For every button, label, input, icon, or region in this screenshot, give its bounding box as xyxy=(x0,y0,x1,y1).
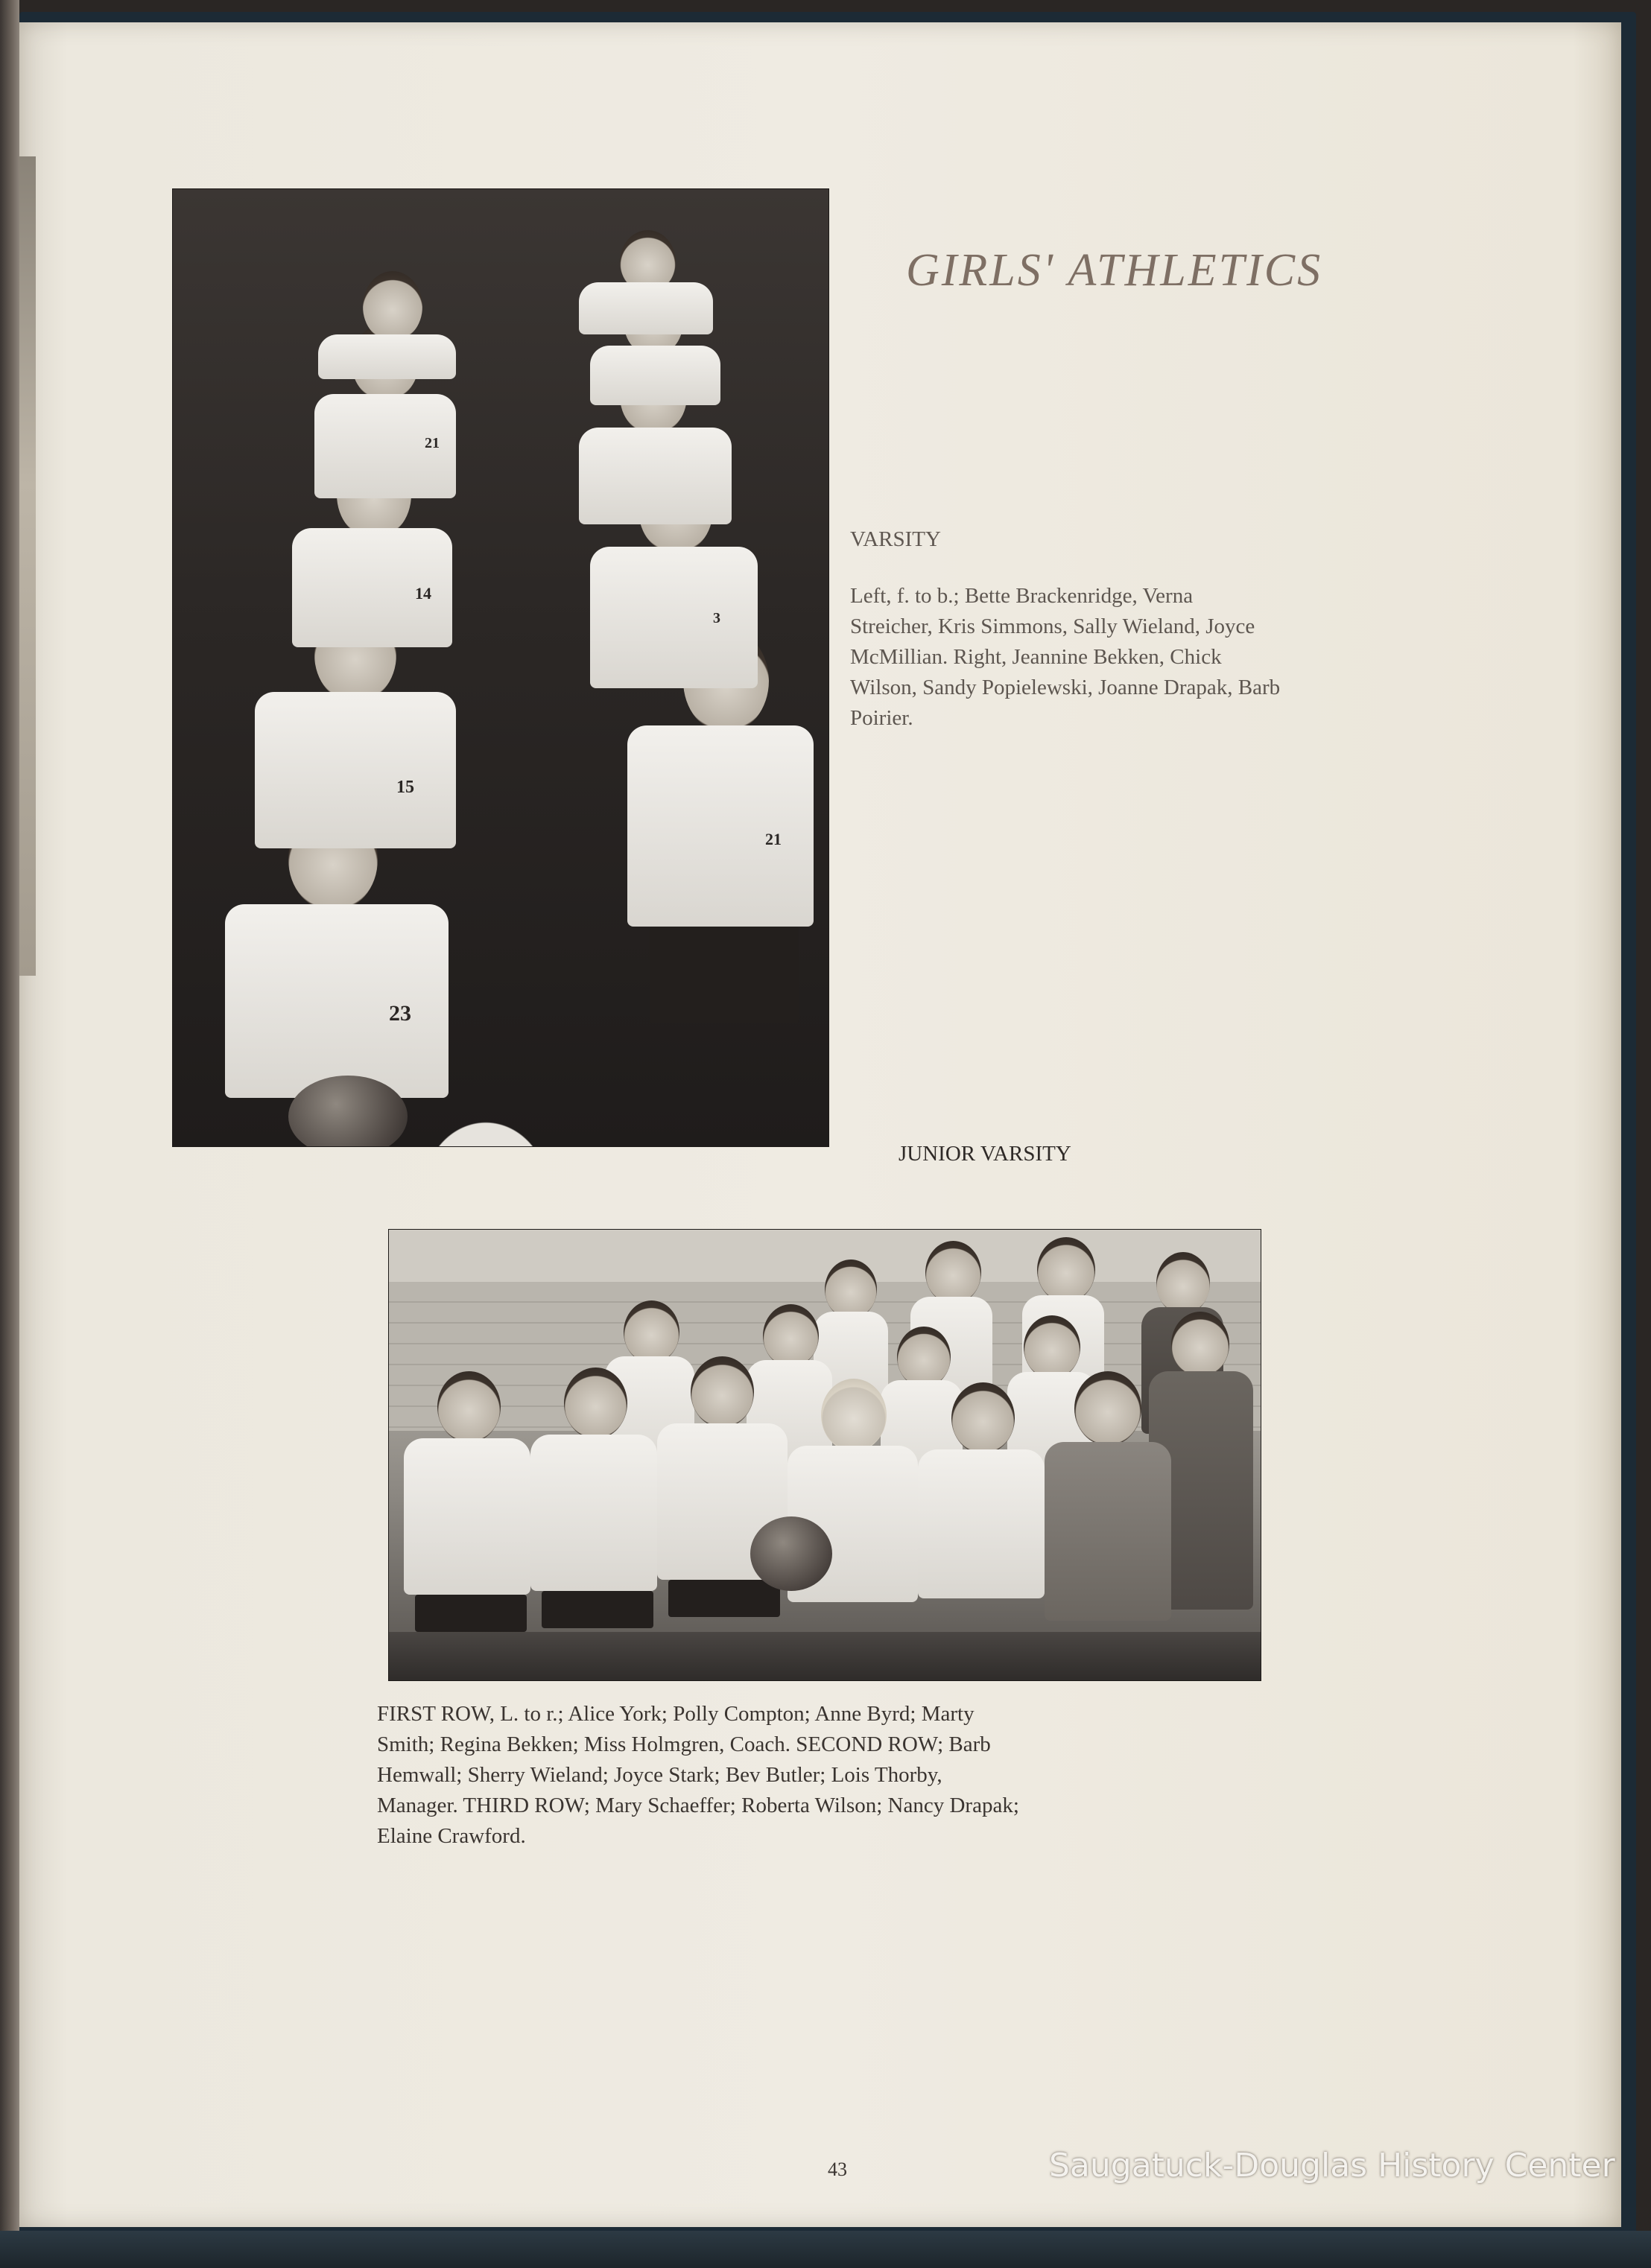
caption-line: McMillian. Right, Jeannine Bekken, Chick xyxy=(850,645,1222,669)
varsity-team-photo xyxy=(172,188,829,1147)
jersey-number: 21 xyxy=(425,435,440,451)
player-figure xyxy=(210,807,463,1147)
junior-varsity-heading: JUNIOR VARSITY xyxy=(899,1142,1071,1166)
page-title: GIRLS' ATHLETICS xyxy=(906,245,1323,296)
team-member xyxy=(530,1368,657,1677)
yearbook-page xyxy=(19,22,1621,2227)
jersey-number: 14 xyxy=(415,584,431,603)
caption-line: Poirier. xyxy=(850,706,913,730)
book-binding xyxy=(0,0,19,2268)
jersey-number: 21 xyxy=(765,830,782,848)
page-number: 43 xyxy=(828,2159,847,2180)
jersey-number: 15 xyxy=(396,778,414,797)
basketball xyxy=(750,1516,832,1591)
caption-line: FIRST ROW, L. to r.; Alice York; Polly Compton; Anne Byrd; Marty xyxy=(377,1702,975,1726)
caption-line: Elaine Crawford. xyxy=(377,1824,526,1848)
coach xyxy=(1045,1371,1171,1677)
caption-line: Smith; Regina Bekken; Miss Holmgren, Coach. SECOND ROW; Barb xyxy=(377,1732,991,1756)
player-figure xyxy=(575,230,717,334)
team-member xyxy=(404,1371,530,1677)
caption-line: Wilson, Sandy Popielewski, Joanne Drapak, Barb xyxy=(850,676,1281,699)
player-figure xyxy=(620,629,814,1147)
team-member xyxy=(657,1356,788,1677)
varsity-heading: VARSITY xyxy=(850,527,941,551)
watermark: Saugatuck-Douglas History Center xyxy=(1049,2147,1615,2185)
caption-line: Manager. THIRD ROW; Mary Schaeffer; Roberta Wilson; Nancy Drapak; xyxy=(377,1794,1019,1817)
caption-line: Left, f. to b.; Bette Brackenridge, Verna xyxy=(850,584,1194,608)
book-cover-edge xyxy=(0,2231,1651,2268)
caption-line: Hemwall; Sherry Wieland; Joyce Stark; Bev Butler; Lois Thorby, xyxy=(377,1763,942,1787)
varsity-caption xyxy=(850,581,1461,734)
player-figure xyxy=(318,271,460,375)
caption-line: Streicher, Kris Simmons, Sally Wieland, Joyce xyxy=(850,614,1255,638)
jersey-number: 23 xyxy=(389,1001,411,1026)
junior-varsity-team-photo xyxy=(388,1229,1261,1681)
previous-page-edge xyxy=(19,156,36,976)
junior-varsity-caption xyxy=(377,1699,1331,1852)
jersey-number: 3 xyxy=(713,610,720,626)
